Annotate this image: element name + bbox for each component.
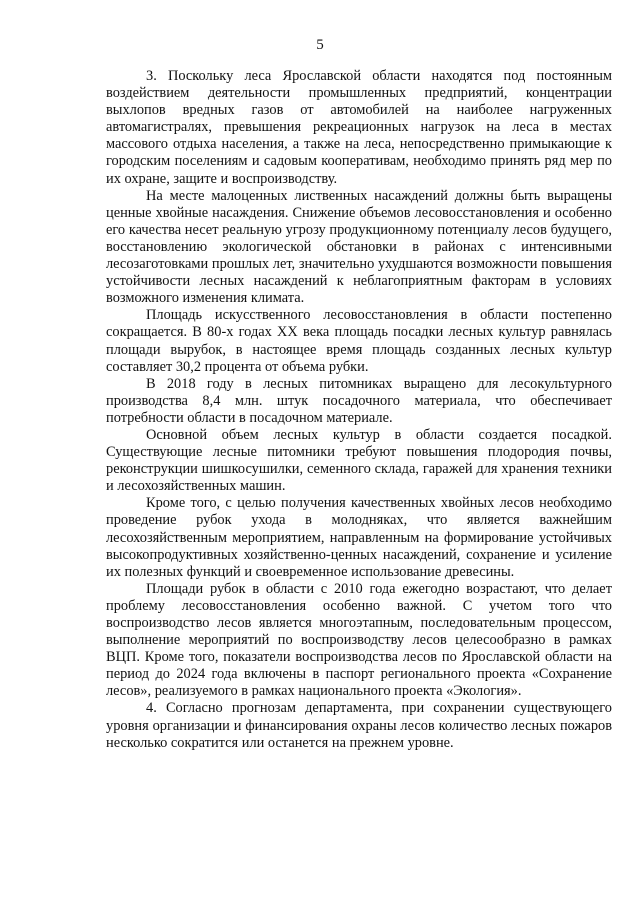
paragraph-nursery-2018: В 2018 году в лесных питомниках выращено для лесокультурного производства 8,4 млн. штук посадочного материала, что обеспечивает потребности области в посадочном материале. [106,375,612,426]
paragraph-nursery-needs: Основной объем лесных культур в области создается посадкой. Существующие лесные питомники требуют повышения плодородия почвы, реконструкции шишкосушилки, семенного склада, гаражей для хранения техники и лесохозяйственных машин. [106,426,612,495]
paragraph-reforestation-area: Площадь искусственного лесовосстановления в области постепенно сокращается. В 80-х годах XX века площадь посадки лесных культур равнялась площади вырубок, в настоящее время площадь созданных лесных культур составляет 30,2 процента от объема рубки. [106,307,612,375]
paragraph-thinning: Кроме того, с целью получения качественных хвойных лесов необходимо проведение рубок ухода в молодняках, что является важнейшим лесохозяйственным мероприятием, направленным на формирование устойчивых высокопродуктивных хозяйственно-ценных насаждений, сохранение и усиление их полезных функций и своевременное использование древесины. [106,495,612,580]
paragraph-forest-protection: 3. Поскольку леса Ярославской области находятся под постоянным воздействием деятельности промышленных предприятий, концентрации выхлопов вредных газов от автомобилей на наиболее нагруженных автомагистралях, превышения рекреационных нагрузок на леса в местах массового отдыха населения, а также на леса, непосредственно примыкающие к городским поселениям и садовым кооперативам, необходимо принять ряд мер по их охране, защите и воспроизводству. [106,68,612,187]
paragraph-fire-forecast: 4. Согласно прогнозам департамента, при сохранении существующего уровня организации и финансирования охраны лесов количество лесных пожаров несколько сократится или останется на прежнем уровне. [106,700,612,751]
document-body [106,68,612,752]
page-number: 5 [316,37,324,53]
paragraph-felling-areas: Площади рубок в области с 2010 года ежегодно возрастают, что делает проблему лесовосстановления особенно важной. С учетом того что воспроизводство лесов является многоэтапным, последовательным процессом, выполнение мероприятий по воспроизводству лесов целесообразно в рамках ВЦП. Кроме того, показатели воспроизводства лесов по Ярославской области на период до 2024 года включены в паспорт регионального проекта «Сохранение лесов», реализуемого в рамках национального проекта «Экология». [106,580,612,700]
paragraph-conifer-planting: На месте малоценных лиственных насаждений должны быть выращены ценные хвойные насаждения. Снижение объемов лесовосстановления и особенно его качества несет реальную угрозу продукционному потенциалу лесов будущего, восстановлению экологической обстановки в районах с интенсивными лесозаготовками прошлых лет, значительно ухудшаются возможности повышения устойчивости лесных насаждений к неблагоприятным факторам в условиях возможного изменения климата. [106,187,612,307]
